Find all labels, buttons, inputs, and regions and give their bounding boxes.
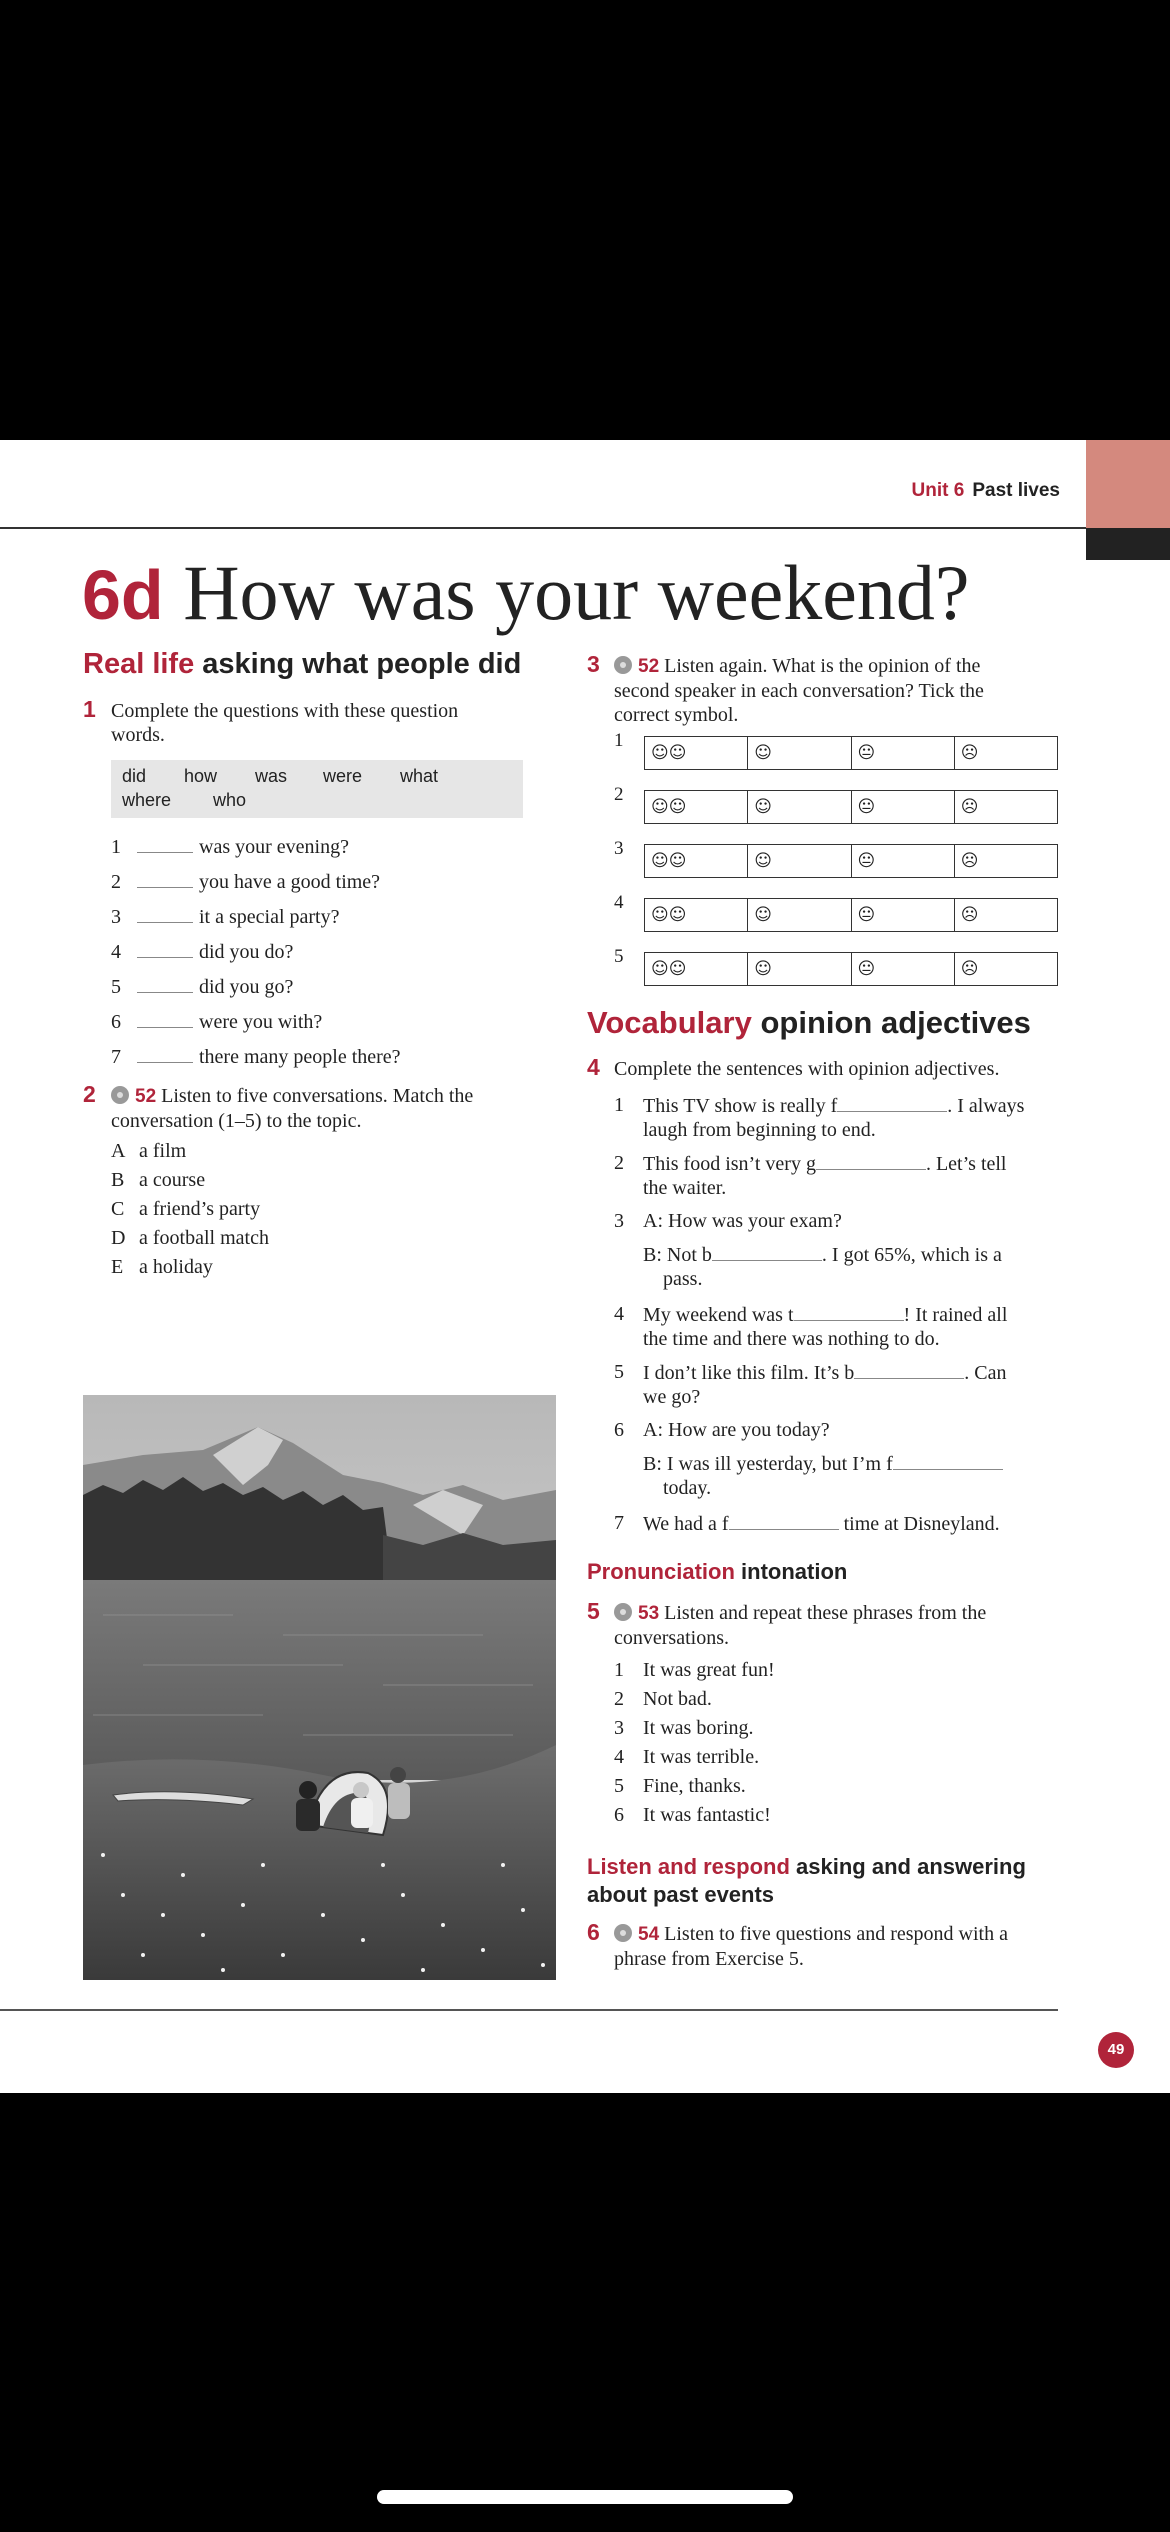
ex6-line-1: Listen to five questions and respond with a xyxy=(664,1923,1008,1945)
vocab-item xyxy=(614,1511,1064,1537)
question-number: 2 xyxy=(111,871,121,893)
answer-blank[interactable] xyxy=(137,1044,193,1063)
word-item: were xyxy=(323,766,363,786)
exercise-5-number: 5 xyxy=(587,1598,600,1624)
answer-blank[interactable] xyxy=(137,974,193,993)
audio-cd-icon[interactable] xyxy=(614,656,632,674)
ex2-line-1: Listen to five conversations. Match the xyxy=(161,1085,474,1107)
answer-blank[interactable] xyxy=(854,1360,964,1379)
phrase-number: 4 xyxy=(614,1746,624,1768)
happy-icon[interactable]: ☺ xyxy=(748,953,851,985)
phrase-number: 3 xyxy=(614,1717,624,1739)
answer-blank[interactable] xyxy=(137,939,193,958)
item-text: the time and there was nothing to do. xyxy=(643,1328,940,1350)
phrase-number: 1 xyxy=(614,1659,624,1681)
tick-box xyxy=(644,952,1058,986)
neutral-icon[interactable]: 😐 xyxy=(852,845,955,877)
item-text: My weekend was t xyxy=(643,1304,794,1326)
option-letter: B xyxy=(111,1169,125,1191)
question-number: 3 xyxy=(111,906,121,928)
item-text: We had a f xyxy=(643,1513,729,1535)
topic-option xyxy=(111,1169,205,1192)
happy-icon[interactable]: ☺ xyxy=(748,791,851,823)
question-number: 1 xyxy=(111,836,121,858)
option-text: a film xyxy=(139,1140,187,1162)
pronunciation-topic: intonation xyxy=(741,1559,848,1584)
answer-blank[interactable] xyxy=(137,1009,193,1028)
vocab-item xyxy=(614,1360,1064,1410)
page-number-badge: 49 xyxy=(1098,2032,1134,2068)
option-letter: D xyxy=(111,1227,126,1249)
answer-blank[interactable] xyxy=(137,869,193,888)
neutral-icon[interactable]: 😐 xyxy=(852,791,955,823)
item-text: This food isn’t very g xyxy=(643,1153,816,1175)
very-happy-icon[interactable]: ☺☺ xyxy=(645,953,748,985)
track-number: 53 xyxy=(638,1603,660,1624)
vocabulary-heading xyxy=(587,1005,1031,1041)
question-text: was your evening? xyxy=(199,836,349,858)
option-letter: A xyxy=(111,1140,126,1162)
option-text: a friend’s party xyxy=(139,1198,261,1220)
vocab-item xyxy=(614,1093,1064,1143)
row-number: 5 xyxy=(614,946,624,967)
item-text: . Can xyxy=(964,1362,1007,1384)
question-number: 6 xyxy=(111,1011,121,1033)
exercise-3-instruction xyxy=(614,654,984,727)
ex5-line-1: Listen and repeat these phrases from the xyxy=(664,1602,987,1624)
phrase-item xyxy=(614,1774,914,1800)
page-title xyxy=(82,548,969,638)
sad-icon[interactable]: ☹ xyxy=(960,905,979,925)
real-life-topic: asking what people did xyxy=(202,648,522,680)
exercise-3-number: 3 xyxy=(587,651,600,677)
answer-blank[interactable] xyxy=(794,1302,904,1321)
item-text: ! It rained all xyxy=(903,1304,1008,1326)
phrase-item xyxy=(614,1716,914,1742)
phrase-text: It was fantastic! xyxy=(643,1804,771,1826)
sad-icon[interactable]: ☹ xyxy=(960,959,979,979)
phrase-number: 5 xyxy=(614,1775,624,1797)
item-number: 6 xyxy=(614,1419,624,1441)
word-box xyxy=(111,760,523,818)
ex6-line-2: phrase from Exercise 5. xyxy=(614,1948,804,1970)
sad-icon[interactable]: ☹ xyxy=(960,743,979,763)
phrase-text: It was great fun! xyxy=(643,1659,775,1681)
word-item: what xyxy=(400,766,439,786)
unit-header xyxy=(912,480,1060,502)
answer-blank[interactable] xyxy=(729,1511,839,1530)
vocabulary-topic: opinion adjectives xyxy=(760,1005,1031,1040)
audio-cd-icon[interactable] xyxy=(614,1924,632,1942)
option-letter: C xyxy=(111,1198,125,1220)
track-number: 52 xyxy=(135,1086,157,1107)
ex2-line-2: conversation (1–5) to the topic. xyxy=(111,1110,362,1132)
question-4 xyxy=(111,939,293,964)
unit-topic: Past lives xyxy=(972,480,1060,501)
exercise-5-instruction xyxy=(614,1601,986,1650)
tick-box xyxy=(644,898,1058,932)
very-happy-icon[interactable]: ☺☺ xyxy=(645,791,748,823)
track-number: 54 xyxy=(638,1924,660,1945)
answer-blank[interactable] xyxy=(893,1451,1003,1470)
question-text: did you do? xyxy=(199,941,294,963)
question-text: you have a good time? xyxy=(199,871,381,893)
phrase-item xyxy=(614,1745,914,1771)
question-number: 5 xyxy=(111,976,121,998)
listen-respond-topic: asking and answering xyxy=(796,1854,1026,1879)
vocab-item xyxy=(614,1451,1064,1501)
item-text: . I got 65%, which is a xyxy=(821,1244,1002,1266)
answer-blank[interactable] xyxy=(137,834,193,853)
question-5 xyxy=(111,974,293,999)
textbook-page xyxy=(0,440,1170,2093)
row-number: 3 xyxy=(614,838,624,859)
track-number: 52 xyxy=(638,656,660,677)
phrase-item xyxy=(614,1687,914,1713)
row-number: 4 xyxy=(614,892,624,913)
answer-blank[interactable] xyxy=(712,1242,822,1261)
item-text: A: How was your exam? xyxy=(643,1210,842,1232)
exercise-6-number: 6 xyxy=(587,1919,600,1945)
word-item: did xyxy=(122,766,147,786)
question-text: did you go? xyxy=(199,976,294,998)
word-item: where xyxy=(122,790,172,810)
neutral-icon[interactable]: 😐 xyxy=(852,953,955,985)
option-text: a football match xyxy=(139,1227,269,1249)
item-number: 1 xyxy=(614,1094,624,1116)
real-life-label: Real life xyxy=(83,648,195,680)
audio-cd-icon[interactable] xyxy=(614,1603,632,1621)
question-number: 7 xyxy=(111,1046,121,1068)
exercise-2-number: 2 xyxy=(83,1081,96,1107)
item-text: today. xyxy=(663,1477,712,1499)
lesson-title: How was your weekend? xyxy=(183,549,970,636)
answer-blank[interactable] xyxy=(137,904,193,923)
home-indicator[interactable] xyxy=(377,2490,793,2504)
very-happy-icon[interactable]: ☺☺ xyxy=(645,737,748,769)
very-happy-icon[interactable]: ☺☺ xyxy=(645,845,748,877)
question-7 xyxy=(111,1044,401,1069)
phrase-text: It was boring. xyxy=(643,1717,754,1739)
item-text: A: How are you today? xyxy=(643,1419,830,1441)
pronunciation-label: Pronunciation xyxy=(587,1559,735,1584)
tick-box xyxy=(644,736,1058,770)
exercise-6-instruction xyxy=(614,1922,1008,1971)
neutral-icon[interactable]: 😐 xyxy=(852,737,955,769)
item-text: B: Not b xyxy=(643,1244,712,1266)
listen-respond-label: Listen and respond xyxy=(587,1854,790,1879)
exercise-1-instruction xyxy=(111,699,458,747)
sad-icon[interactable]: ☹ xyxy=(960,797,979,817)
option-letter: E xyxy=(111,1256,124,1278)
ex3-line-2: second speaker in each conversation? Tick the xyxy=(614,680,984,702)
vocab-item xyxy=(614,1302,1064,1352)
ex1-line-2: words. xyxy=(111,724,165,746)
item-number: 7 xyxy=(614,1512,624,1534)
phrase-text: Fine, thanks. xyxy=(643,1775,746,1797)
row-number: 1 xyxy=(614,730,624,751)
lesson-code: 6d xyxy=(82,556,164,634)
item-text: I don’t like this film. It’s b xyxy=(643,1362,855,1384)
pronunciation-heading xyxy=(587,1559,847,1585)
listen-respond-heading xyxy=(587,1853,1026,1909)
word-item: who xyxy=(213,790,247,810)
option-text: a course xyxy=(139,1169,206,1191)
ex1-line-1: Complete the questions with these question xyxy=(111,700,459,722)
item-number: 3 xyxy=(614,1210,624,1232)
audio-cd-icon[interactable] xyxy=(111,1086,129,1104)
vocabulary-label: Vocabulary xyxy=(587,1005,752,1040)
item-number: 2 xyxy=(614,1152,624,1174)
question-3 xyxy=(111,904,340,929)
word-item: was xyxy=(255,766,288,786)
item-text: we go? xyxy=(643,1386,701,1408)
exercise-2-instruction xyxy=(111,1084,473,1133)
happy-icon[interactable]: ☺ xyxy=(748,899,851,931)
item-text: This TV show is really f xyxy=(643,1095,838,1117)
very-happy-icon[interactable]: ☺☺ xyxy=(645,899,748,931)
answer-blank[interactable] xyxy=(837,1093,947,1112)
option-text: a holiday xyxy=(139,1256,213,1278)
exercise-4-number: 4 xyxy=(587,1054,600,1080)
ex5-line-2: conversations. xyxy=(614,1627,729,1649)
unit-label: Unit 6 xyxy=(911,480,965,501)
item-text: laugh from beginning to end. xyxy=(643,1119,876,1141)
happy-icon[interactable]: ☺ xyxy=(748,737,851,769)
exercise-1-number: 1 xyxy=(83,696,96,722)
phrase-text: It was terrible. xyxy=(643,1746,760,1768)
question-1 xyxy=(111,834,349,859)
item-text: . I always xyxy=(947,1095,1025,1117)
ex3-line-1: Listen again. What is the opinion of the xyxy=(664,655,981,677)
item-text: time at Disneyland. xyxy=(843,1513,1000,1535)
footer-rule xyxy=(0,2009,1058,2011)
ex3-line-3: correct symbol. xyxy=(614,704,739,726)
topic-option xyxy=(111,1198,260,1221)
phrase-text: Not bad. xyxy=(643,1688,712,1710)
phrase-number: 6 xyxy=(614,1804,624,1826)
item-text: the waiter. xyxy=(643,1177,727,1199)
vocab-item xyxy=(614,1209,1064,1235)
vocab-item xyxy=(614,1151,1064,1201)
corner-tab-dark xyxy=(1086,528,1170,560)
question-2 xyxy=(111,869,380,894)
camping-lake-photo xyxy=(83,1395,556,1980)
question-text: there many people there? xyxy=(199,1046,401,1068)
item-text: . Let’s tell xyxy=(925,1153,1007,1175)
question-number: 4 xyxy=(111,941,121,963)
vocab-item xyxy=(614,1242,1064,1292)
neutral-icon[interactable]: 😐 xyxy=(852,899,955,931)
listen-respond-topic-2: about past events xyxy=(587,1882,775,1907)
tick-box xyxy=(644,790,1058,824)
item-number: 4 xyxy=(614,1303,624,1325)
question-text: were you with? xyxy=(199,1011,323,1033)
answer-blank[interactable] xyxy=(816,1151,926,1170)
row-number: 2 xyxy=(614,784,624,805)
real-life-heading xyxy=(83,648,521,681)
topic-option xyxy=(111,1227,269,1250)
phrase-item xyxy=(614,1658,914,1684)
word-item: how xyxy=(184,766,218,786)
topic-option xyxy=(111,1140,186,1163)
topic-option xyxy=(111,1256,213,1279)
header-rule xyxy=(0,527,1086,529)
corner-tab xyxy=(1086,440,1170,528)
question-text: it a special party? xyxy=(199,906,340,928)
phrase-number: 2 xyxy=(614,1688,624,1710)
sad-icon[interactable]: ☹ xyxy=(960,851,979,871)
item-text: B: I was ill yesterday, but I’m f xyxy=(643,1453,893,1475)
vocab-item xyxy=(614,1418,1064,1444)
item-number: 5 xyxy=(614,1361,624,1383)
tick-box xyxy=(644,844,1058,878)
phrase-item xyxy=(614,1803,914,1829)
happy-icon[interactable]: ☺ xyxy=(748,845,851,877)
item-text: pass. xyxy=(663,1268,703,1290)
exercise-4-instruction: Complete the sentences with opinion adjectives. xyxy=(614,1058,1000,1080)
question-6 xyxy=(111,1009,322,1034)
